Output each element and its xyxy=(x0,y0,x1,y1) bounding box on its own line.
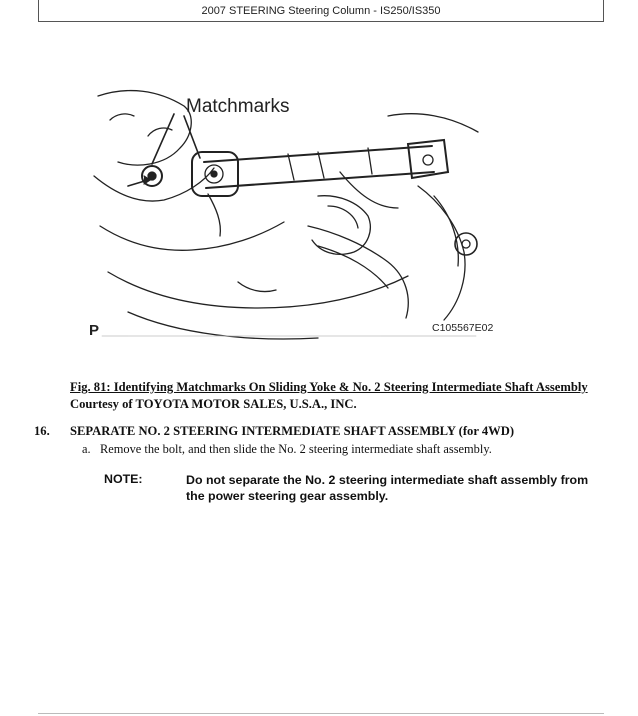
steering-shaft-illustration xyxy=(88,76,498,348)
step-number: 16. xyxy=(34,424,50,438)
matchmarks-callout: Matchmarks xyxy=(186,96,290,117)
substep-letter: a. xyxy=(82,442,91,456)
figure-caption-title: Fig. 81: Identifying Matchmarks On Sliding Yoke & No. 2 Steering Intermediate Shaft Assembly xyxy=(70,380,588,394)
note-label: NOTE: xyxy=(104,472,143,486)
step-title: SEPARATE NO. 2 STEERING INTERMEDIATE SHAFT ASSEMBLY (for 4WD) xyxy=(70,424,515,438)
figure-caption xyxy=(70,379,588,413)
footer-divider xyxy=(38,713,604,714)
substep-text: Remove the bolt, and then slide the No. 2 steering intermediate shaft assembly. xyxy=(100,442,492,456)
figure-caption-courtesy: Courtesy of TOYOTA MOTOR SALES, U.S.A., INC. xyxy=(70,397,357,411)
view-marker: P xyxy=(89,322,100,339)
page-header xyxy=(38,0,604,22)
note-text: Do not separate the No. 2 steering intermediate shaft assembly from the power steering gear assembly. xyxy=(186,473,589,503)
procedure-step xyxy=(34,424,514,439)
page-header-title: 2007 STEERING Steering Column - IS250/IS350 xyxy=(201,5,441,17)
image-code: C105567E02 xyxy=(432,322,494,334)
procedure-substep xyxy=(82,442,492,457)
